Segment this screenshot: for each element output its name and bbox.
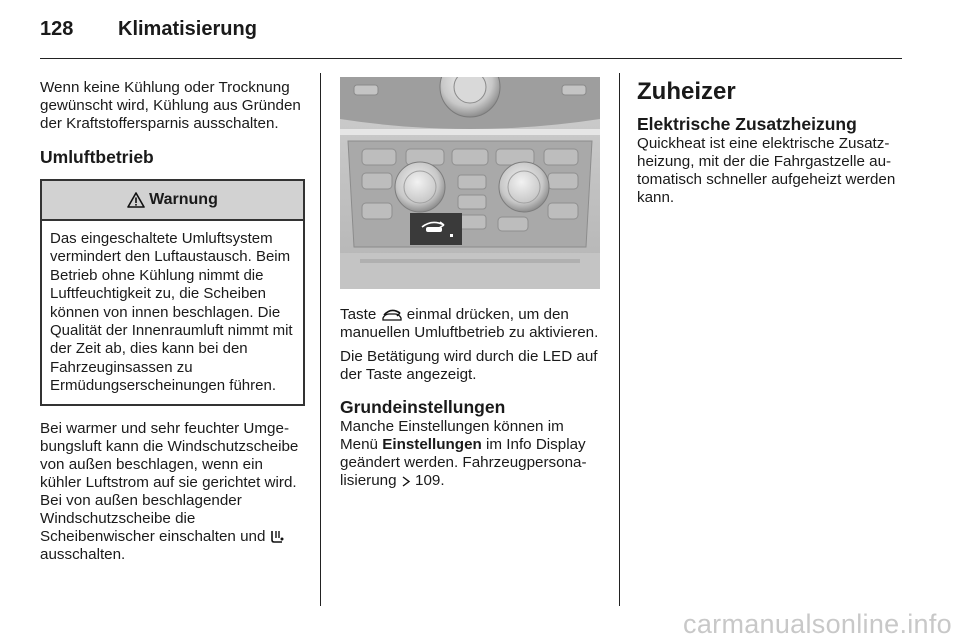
paragraph-taste — [340, 306, 605, 342]
warning-header — [42, 181, 303, 221]
paragraph-grund — [340, 418, 605, 490]
page-reference-icon — [401, 475, 411, 488]
heading-umluftbetrieb: Umluftbetrieb — [40, 147, 154, 167]
grund-text-2: im Info Display geändert werden. Fahrzeugpersonalisierung — [340, 436, 587, 489]
reference-page: 109. — [415, 472, 445, 489]
warning-triangle-icon — [127, 192, 145, 208]
paragraph-cooling: Wenn keine Kühlung oder Trocknung gewünscht wird, Kühlung aus Gründen der Kraftstoffersparnis ausschalten. — [40, 79, 301, 132]
windshield-text: Bei warmer und sehr feuchter Umgebungsluft kann die Windschutzscheibe von außen beschlagen, wenn ein kühler Luftstrom auf sie gerichtet wird. Bei von außen beschlagender Windschutzscheibe die Scheibenwischer einschalten und — [40, 419, 299, 545]
heading-zuheizer: Zuheizer — [637, 78, 736, 105]
warning-box — [40, 179, 305, 406]
warning-text: Das eingeschaltete Umluftsystem vermindert den Luftaustausch. Beim Betrieb ohne Kühlung nimmt die Luftfeuchtigkeit zu, die Scheiben können von innen beschlagen. Die Qualität der Innenraumluft nimmt mit der Zeit ab, dies kann bei den Fahrzeuginsassen zu Ermüdungserscheinungen führen. — [50, 230, 293, 395]
taste-suffix: einmal drücken, um den manuellen Umluftbetrieb zu aktivieren. — [340, 306, 599, 341]
page-number: 128 — [40, 18, 74, 40]
recirculation-icon — [381, 308, 403, 322]
watermark: carmanualsonline.info — [683, 609, 952, 639]
warning-title: Warnung — [149, 191, 218, 208]
taste-prefix: Taste — [340, 306, 377, 323]
heading-elektrische-zusatzheizung: Elektrische Zusatzheizung — [637, 114, 857, 134]
menu-einstellungen: Einstellungen — [382, 436, 482, 453]
middle-column — [340, 306, 605, 490]
paragraph-windshield — [40, 420, 304, 564]
left-column — [40, 79, 304, 564]
right-column — [637, 78, 905, 207]
wiper-icon — [270, 528, 284, 544]
grund-text-1: Manche Einstellungen können im Menü — [340, 418, 564, 453]
climate-control-panel-photo — [340, 77, 600, 289]
paragraph-quickheat: Quickheat ist eine elektrische Zusatzheizung, mit der die Fahrgastzelle automatisch schneller aufgeheizt werden kann. — [637, 135, 896, 206]
header-rule — [40, 58, 902, 59]
chapter-title: Klimatisierung — [118, 18, 257, 40]
heading-grundeinstellungen: Grundeinstellungen — [340, 397, 506, 417]
paragraph-led: Die Betätigung wird durch die LED auf der Taste angezeigt. — [340, 348, 598, 383]
windshield-text-end: ausschalten. — [40, 545, 126, 563]
column-divider-left — [320, 73, 321, 606]
column-divider-right — [619, 73, 620, 606]
